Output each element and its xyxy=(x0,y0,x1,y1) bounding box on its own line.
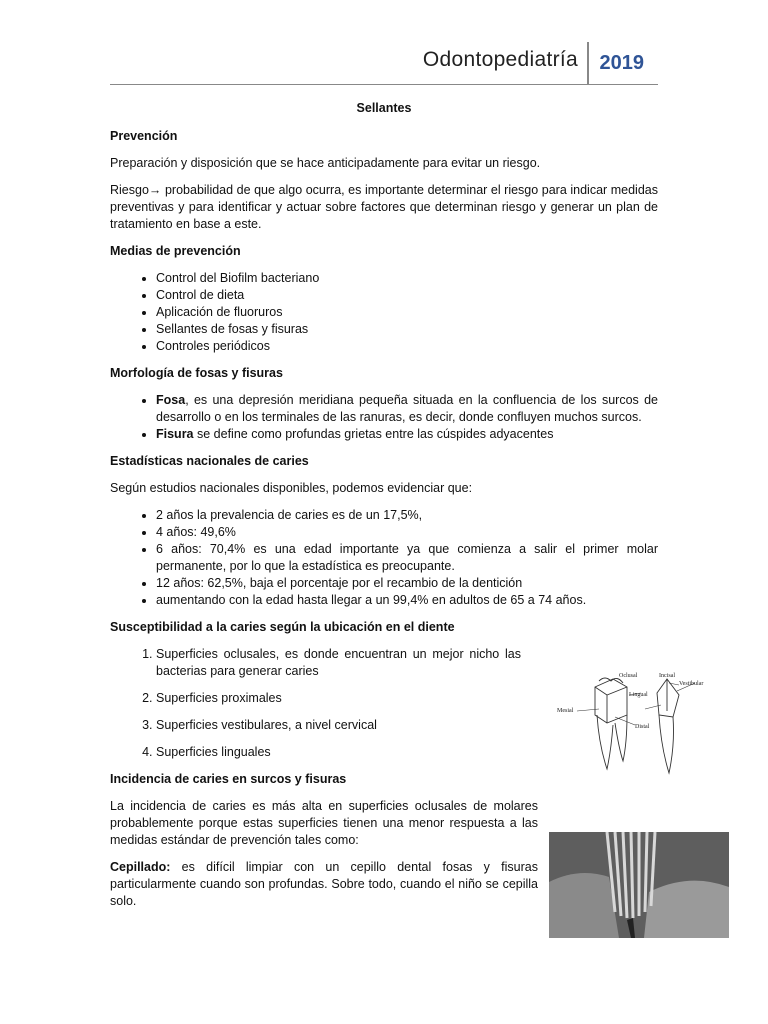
paragraph-cepillado xyxy=(110,859,538,910)
heading-incidencia: Incidencia de caries en surcos y fisuras xyxy=(110,772,347,786)
list-item: • Sellantes de fosas y fisuras xyxy=(156,321,658,338)
list-item: 1. Superficies oclusales, es donde encuentran un mejor nicho las bacterias para generar caries xyxy=(156,646,521,680)
list-item: • 4 años: 49,6% xyxy=(156,524,658,541)
molar-roots xyxy=(597,715,627,769)
list-morfologia xyxy=(110,392,658,443)
paragraph-riesgo: Riesgo→ probabilidad de que algo ocurra, es importante determinar el riesgo para indicar medidas preventivas y para identificar y actuar sobre factores que determinan riesgo y generar un plan de tratamiento en base a este. xyxy=(110,183,658,231)
list-susceptibilidad xyxy=(110,646,521,761)
list-medidas xyxy=(110,270,658,355)
list-item: • 12 años: 62,5%, baja el porcentaje por el recambio de la dentición xyxy=(156,575,658,592)
definition-fisura: se define como profundas grietas entre las cúspides adyacentes xyxy=(193,427,554,441)
label-incisal: Incisal xyxy=(659,673,675,679)
header-title: Odontopediatría xyxy=(422,48,578,71)
label-lingual: Lingual xyxy=(629,692,648,698)
paragraph-prevencion-1: Preparación y disposición que se hace anticipadamente para evitar un riesgo. xyxy=(110,156,541,170)
list-item: • Control de dieta xyxy=(156,287,658,304)
label-distal: Distal xyxy=(635,724,650,730)
photo-left-cusp xyxy=(549,873,619,938)
label-vestibular: Vestibular xyxy=(679,681,704,687)
incisor-crown-shape xyxy=(657,679,679,717)
term-fosa: Fosa xyxy=(156,393,186,407)
heading-susceptibilidad: Susceptibilidad a la caries según la ubicación en el diente xyxy=(110,620,455,634)
list-item: • Controles periódicos xyxy=(156,338,658,355)
list-item: • 2 años la prevalencia de caries es de un 17,5%, xyxy=(156,507,658,524)
molar-crown-edges xyxy=(595,687,627,723)
definition-fosa: , es una depresión meridiana pequeña situada en la confluencia de los surcos de desarrollo o en los terminales de las ranuras, es decir, donde confluyen muchos surcos. xyxy=(156,393,658,424)
paragraph-incidencia: La incidencia de caries es más alta en superficies oclusales de molares probablemente porque estas superficies tienen una menor respuesta a las medidas estándar de prevención tales como: xyxy=(110,799,538,847)
list-item: 2. Superficies proximales xyxy=(156,690,521,707)
list-item: 4. Superficies linguales xyxy=(156,744,521,761)
list-item: • Aplicación de fluoruros xyxy=(156,304,658,321)
fissure-micrograph xyxy=(549,832,729,938)
text-cepillado: es difícil limpiar con un cepillo dental fosas y fisuras particularmente cuando son profundas. Sobre todo, cuando el niño se cepilla solo. xyxy=(110,860,538,908)
molar-crown-shape xyxy=(595,679,627,723)
header-divider xyxy=(587,42,589,84)
page-header xyxy=(110,40,658,85)
photo-right-cusp xyxy=(644,881,729,938)
document-title: Sellantes xyxy=(356,101,412,115)
heading-estadisticas: Estadísticas nacionales de caries xyxy=(110,454,309,468)
list-item: 3. Superficies vestibulares, a nivel cervical xyxy=(156,717,521,734)
header-year: 2019 xyxy=(599,52,644,74)
heading-prevencion: Prevención xyxy=(110,129,178,143)
term-cepillado: Cepillado: xyxy=(110,860,171,874)
heading-morfologia: Morfología de fosas y fisuras xyxy=(110,366,283,380)
label-oclusal: Oclusal xyxy=(619,673,638,679)
document-body xyxy=(110,100,658,920)
list-estadisticas xyxy=(110,507,658,609)
list-item: • 6 años: 70,4% es una edad importante ya que comienza a salir el primer molar permanente, por lo que la estadística es preocupante. xyxy=(156,541,658,575)
list-item-fisura xyxy=(156,426,658,443)
term-fisura: Fisura xyxy=(156,427,194,441)
label-mesial: Mesial xyxy=(557,708,574,714)
incisor-root xyxy=(659,715,674,773)
tooth-surfaces-figure xyxy=(555,665,715,777)
paragraph-estadisticas-intro: Según estudios nacionales disponibles, podemos evidenciar que: xyxy=(110,481,473,495)
heading-medidas: Medias de prevención xyxy=(110,244,241,258)
list-item: • aumentando con la edad hasta llegar a un 99,4% en adultos de 65 a 74 años. xyxy=(156,592,658,609)
list-item: • Control del Biofilm bacteriano xyxy=(156,270,658,287)
list-item-fosa xyxy=(156,392,658,426)
